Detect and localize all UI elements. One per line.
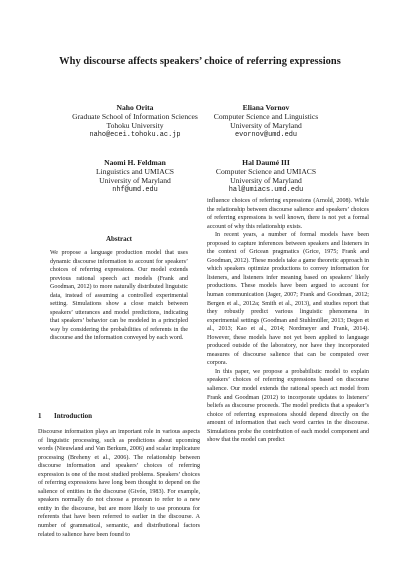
author-block-4 — [181, 158, 351, 195]
right-paragraph-3: In this paper, we propose a probabilistic model to explain speakers’ choices of referring expressions based on discourse salience. Our model extends the rational speech act model from Frank and Goodman (2012) to incorporate updates to listeners’ beliefs as discourse proceeds. The model predicts that a speaker’s choice of referring expressions should depend directly on the amount of information that each word carries in the discourse. Simulations probe the contribution of each model component and show that the model can predict — [207, 368, 369, 444]
author-institution: University of Maryland — [230, 121, 302, 131]
author-name: Hal Daumé III — [242, 158, 290, 167]
author-affiliation: Linguistics and UMIACS — [95, 167, 175, 177]
author-affiliation: Graduate School of Information Sciences — [72, 112, 198, 122]
paper-title: Why discourse affects speakers’ choice of referring expressions — [59, 56, 341, 67]
right-paragraph-1: influence choices of referring expressions (Arnold, 2008). While the relationship between discourse salience and speakers’ choices of referring expressions is well known, there is not yet a formal account of why this relationship exists. — [207, 198, 369, 230]
author-name: Naho Orita — [116, 103, 154, 112]
author-affiliation: Computer Science and UMIACS — [215, 167, 317, 177]
author-block-2 — [181, 103, 351, 140]
right-paragraph-2: In recent years, a number of formal models have been proposed to capture inferences between speakers and listeners in the context of Gricean pragmatics (Grice, 1975; Frank and Goodman, 2012). These models take a game theoretic approach in which speakers optimize productions to convey information for listeners, and listeners infer meaning based on speakers’ likely productions. These models have been argued to account for human communication (Jager, 2007; Frank and Goodman, 2012; Bergen et al., 2012a; Smith et al., 2013), and studies report that they robustly predict various linguistic phenomena in experimental settings (Goodman and Stuhlmüller, 2013; Degen et al., 2013; Kao et al., 2014; Nordmeyer and Frank, 2014). However, these models have not yet been applied to language produced outside of the laboratory, nor have they incorporated measures of discourse salience that can be computed over corpora. — [207, 232, 369, 367]
author-email: evornov@umd.edu — [234, 130, 298, 139]
author-email: nhf@umd.edu — [112, 185, 158, 194]
section-number: 1 — [38, 412, 42, 420]
abstract-heading: Abstract — [105, 235, 133, 243]
author-email: hal@umiacs.umd.edu — [228, 185, 304, 194]
section-heading — [38, 412, 200, 420]
author-affiliation: Computer Science and Linguistics — [213, 112, 319, 122]
author-name: Eliana Vornov — [242, 103, 290, 112]
author-institution: Tohoku University — [106, 121, 164, 131]
intro-left-column-text: Discourse information plays an important role in various aspects of linguistic processing, such as predictions about upcoming words (Nieuwland and Van Berkum, 2006) and scalar implicature processing (Breheny et al., 2006). The relationship between discourse information and speakers’ choices of referring expression is one of the most studied problems. Speakers’ choices of referring expressions have long been thought to depend on the salience of entities in the discourse (Givón, 1983). For example, speakers normally do not choose a pronoun to refer to a new entity in the discourse, but are more likely to use pronouns for referents that have been referred to earlier in the discourse. A number of grammatical, semantic, and distributional factors related to salience have been found to — [38, 429, 200, 538]
right-column — [207, 197, 369, 445]
author-institution: University of Maryland — [99, 176, 171, 186]
abstract-text: We propose a language production model that uses dynamic discourse information to account for speakers’ choices of referring expressions. Our model extends previous rational speech act models (Frank and Goodman, 2012) to more naturally distributed linguistic data, instead of assuming a controlled experimental setting. Simulations show a close match between speakers’ utterances and model predictions, indicating that speakers’ behavior can be modeled in a principled way by considering the probabilities of referents in the discourse and the information conveyed by each word. — [50, 250, 188, 342]
author-institution: University of Maryland — [230, 176, 302, 186]
author-name: Naomi H. Feldman — [104, 158, 166, 167]
section-title: Introduction — [54, 412, 92, 420]
author-email: naho@ecei.tohoku.ac.jp — [89, 130, 181, 139]
